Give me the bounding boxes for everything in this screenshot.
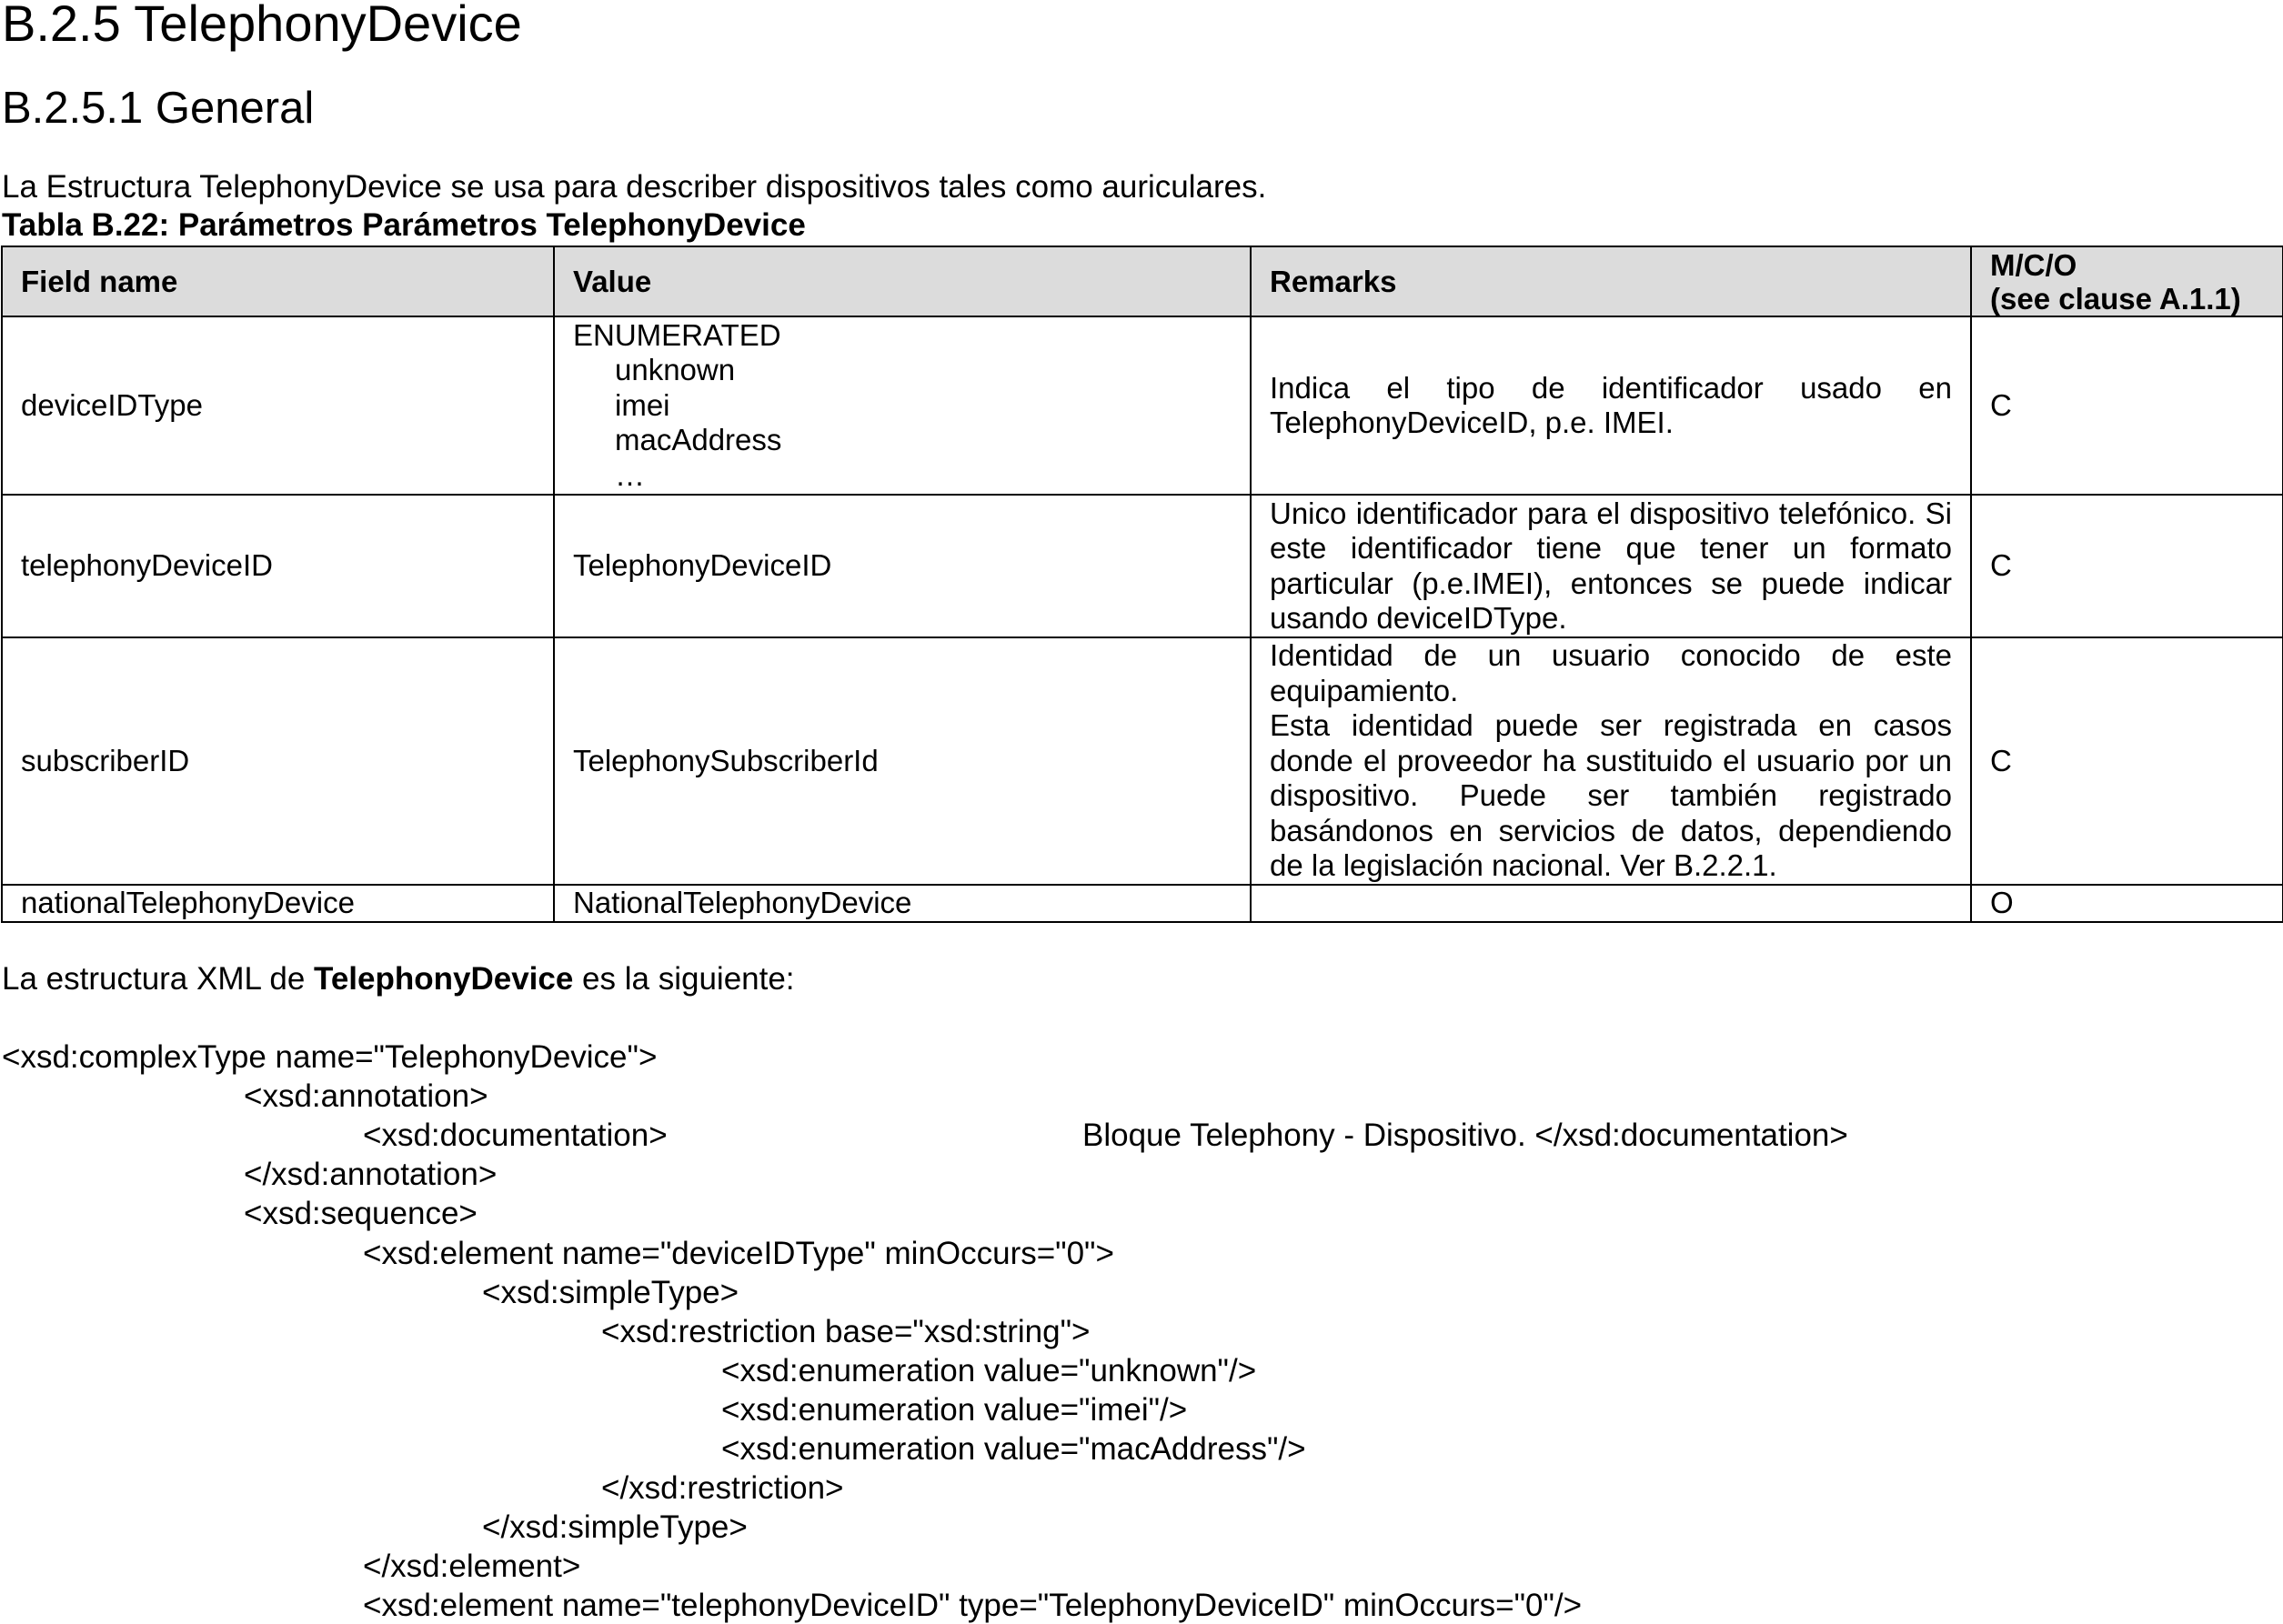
table-header-row: [2, 246, 2283, 316]
header-remarks: Remarks: [1251, 246, 1971, 316]
table-row: [2, 495, 2283, 637]
cell-remarks: [1251, 495, 1971, 637]
cell-value: TelephonyDeviceID: [554, 495, 1251, 637]
code-line: </xsd:simpleType>: [482, 1509, 748, 1546]
remarks-paragraph: Identidad de un usuario conocido de este equipamiento.: [1270, 638, 1952, 707]
code-line: <xsd:annotation>: [244, 1078, 488, 1115]
code-line: <xsd:element name="deviceIDType" minOccurs="0">: [363, 1235, 1114, 1271]
code-line: </xsd:annotation>: [244, 1157, 498, 1193]
cell-field: nationalTelephonyDevice: [2, 885, 554, 922]
parameters-table: [1, 246, 2283, 923]
header-field-name: Field name: [2, 246, 554, 316]
cell-value: [554, 316, 1251, 495]
table-row: [2, 637, 2283, 885]
cell-remarks: [1251, 885, 1971, 922]
header-mco-line1: M/C/O: [1990, 247, 2077, 282]
enum-head: ENUMERATED: [573, 317, 781, 352]
table-caption: Tabla B.22: Parámetros Parámetros TelephonyDevice: [2, 207, 806, 243]
code-line: <xsd:enumeration value="imei"/>: [721, 1391, 1188, 1428]
code-line: </xsd:element>: [363, 1549, 581, 1585]
table-row: [2, 316, 2283, 495]
cell-mco: C: [1971, 495, 2283, 637]
intro-paragraph: La Estructura TelephonyDevice se usa para describer dispositivos tales como auriculares.: [2, 169, 1267, 205]
code-line: </xsd:restriction>: [601, 1470, 844, 1507]
cell-value: NationalTelephonyDevice: [554, 885, 1251, 922]
xml-intro: [2, 961, 795, 997]
cell-field: subscriberID: [2, 637, 554, 885]
code-line: <xsd:enumeration value="macAddress"/>: [721, 1431, 1306, 1467]
code-line: <xsd:simpleType>: [482, 1274, 739, 1310]
cell-value: TelephonySubscriberId: [554, 637, 1251, 885]
table-row: [2, 885, 2283, 922]
xml-intro-after: es la siguiente:: [573, 961, 795, 997]
enum-item: imei: [615, 387, 670, 422]
cell-mco: C: [1971, 637, 2283, 885]
code-line: <xsd:complexType name="TelephonyDevice">: [2, 1039, 658, 1075]
cell-field: deviceIDType: [2, 316, 554, 495]
cell-field: telephonyDeviceID: [2, 495, 554, 637]
cell-remarks: [1251, 316, 1971, 495]
header-value: Value: [554, 246, 1251, 316]
code-line: <xsd:restriction base="xsd:string">: [601, 1313, 1091, 1349]
code-line: <xsd:documentation>: [363, 1118, 668, 1154]
subsection-heading: B.2.5.1 General: [2, 84, 315, 133]
enum-item: macAddress: [615, 423, 782, 457]
cell-remarks: [1251, 637, 1971, 885]
cell-mco: O: [1971, 885, 2283, 922]
remarks-paragraph: Esta identidad puede ser registrada en casos donde el proveedor ha sustituido el usuario por un dispositivo. Puede ser también registrado basándonos en servicios de datos, dependiendo de la legislación nacional. Ver B.2.2.1.: [1270, 708, 1952, 883]
code-line-tail: Bloque Telephony - Dispositivo. </xsd:documentation>: [1082, 1118, 1848, 1154]
xml-intro-bold: TelephonyDevice: [314, 961, 574, 997]
enum-item: unknown: [615, 353, 736, 387]
enum-item: …: [615, 457, 645, 492]
code-line: <xsd:element name="telephonyDeviceID" type="TelephonyDeviceID" minOccurs="0"/>: [363, 1588, 1583, 1624]
section-heading: B.2.5 TelephonyDevice: [2, 0, 522, 52]
remarks-paragraph: Indica el tipo de identificador usado en TelephonyDeviceID, p.e. IMEI.: [1270, 370, 1952, 439]
header-mco: [1971, 246, 2283, 316]
code-line: <xsd:sequence>: [244, 1196, 478, 1232]
xml-intro-before: La estructura XML de: [2, 961, 315, 997]
header-mco-line2: (see clause A.1.1): [1990, 281, 2241, 316]
cell-mco: C: [1971, 316, 2283, 495]
remarks-paragraph: Unico identificador para el dispositivo telefónico. Si este identificador tiene que tener un formato particular (p.e.IMEI), entonces se puede indicar usando deviceIDType.: [1270, 496, 1952, 635]
code-line: <xsd:enumeration value="unknown"/>: [721, 1352, 1257, 1388]
